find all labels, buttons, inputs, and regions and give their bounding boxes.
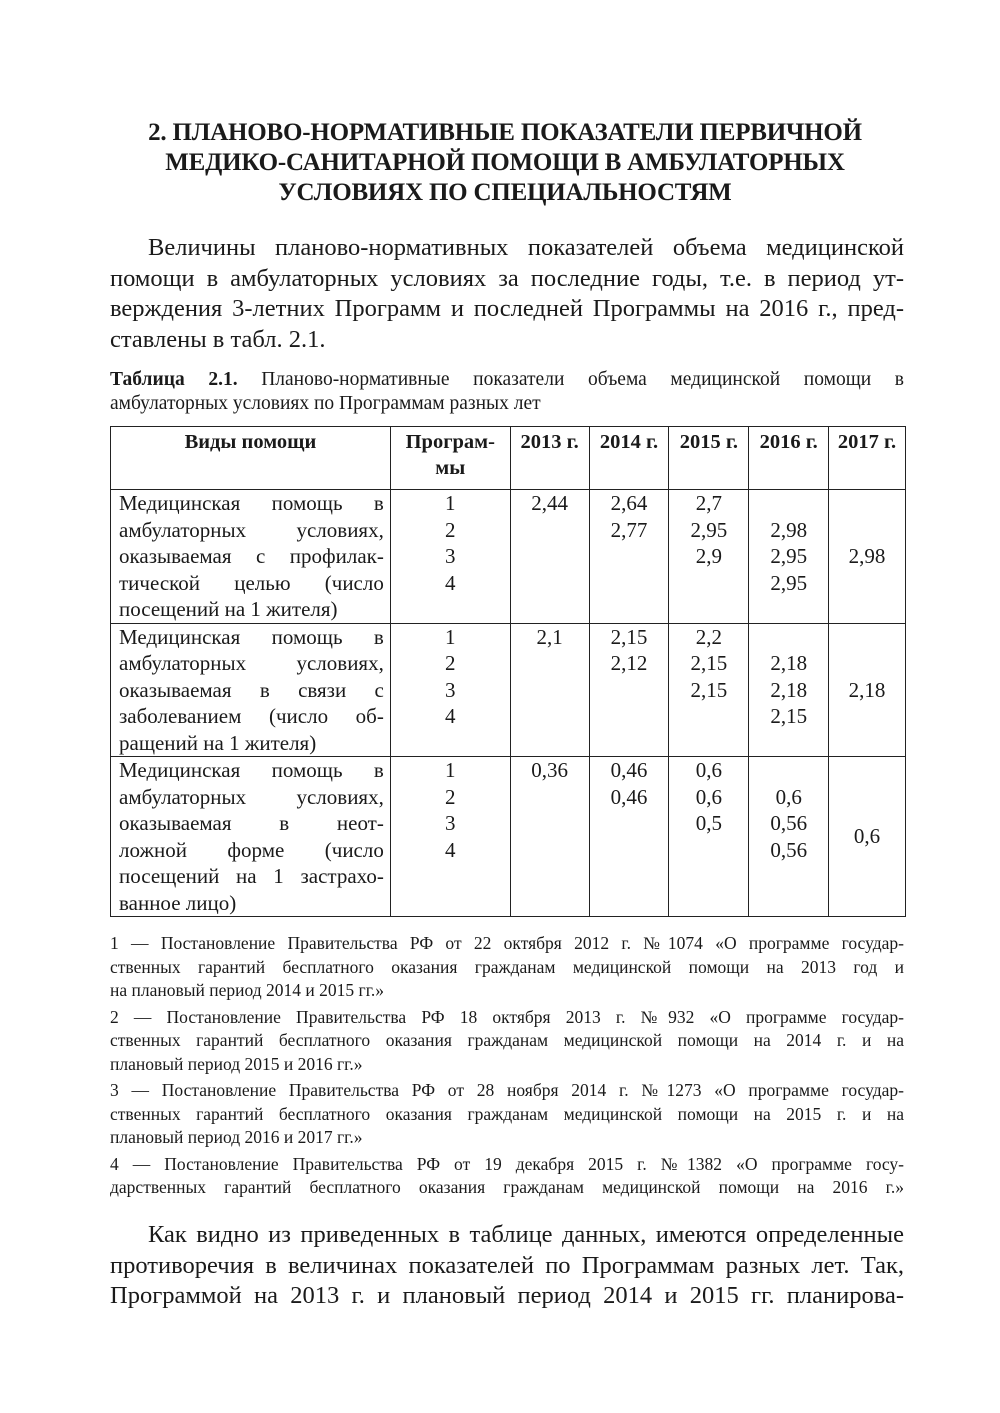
cell-2017: 2,98	[829, 490, 906, 624]
footnote-line: плановый период 2016 и 2017 гг.»	[110, 1127, 363, 1147]
cell-kind	[111, 757, 391, 917]
footnote-line: плановый период 2015 и 2016 гг.»	[110, 1053, 363, 1074]
value: 2,15	[690, 677, 728, 702]
cell-2015	[669, 757, 749, 917]
header-2016: 2016 г.	[749, 427, 829, 490]
value: 0,46	[610, 758, 648, 782]
footnote-line: ственных гарантий бесплатного оказания гражданам медицинской помощи на 2015 г. и на	[110, 1103, 904, 1124]
footnote-line: 4 — Постановление Правительства РФ от 19 декабря 2015 г. №1382 «О программе госу-	[110, 1153, 904, 1174]
kind-line: ращений на 1 жителя)	[119, 730, 317, 755]
cell-2016	[749, 623, 829, 757]
value: 2,15	[770, 704, 808, 728]
value: 2,64	[610, 491, 648, 515]
value: 2,18	[770, 651, 808, 675]
footnote-line: 1 — Постановление Правительства РФ от 22 октября 2012 г. №1074 «О программе государ-	[110, 933, 904, 953]
paragraph-line: Величины планово-нормативных показателей объема медицинской	[148, 234, 904, 261]
cell-programs	[390, 757, 510, 917]
value: 2,18	[770, 677, 808, 702]
kind-line: амбулаторных условиях,	[119, 651, 384, 675]
kind-line: Медицинская помощь в	[119, 624, 384, 649]
value: 0,6	[695, 784, 722, 809]
program-number: 2	[445, 517, 456, 542]
value: 2,95	[690, 517, 728, 542]
cell-2016	[749, 757, 829, 917]
value: 2,2	[695, 624, 722, 649]
cell-2016	[749, 490, 829, 624]
kind-line: амбулаторных условиях,	[119, 517, 384, 542]
kind-line: Медицинская помощь в	[119, 758, 384, 782]
table-caption	[110, 368, 904, 416]
kind-line: оказываемая в неот-	[119, 811, 384, 835]
value: 2,77	[610, 517, 648, 542]
cell-kind	[111, 623, 391, 757]
footnote-line: дарственных гарантий бесплатного оказания гражданам медицинской помощи на 2016 г.»	[110, 1177, 904, 1197]
closing-paragraph	[110, 1220, 904, 1312]
paragraph-line: Как видно из приведенных в таблице данных, имеются определенные	[148, 1221, 904, 1248]
value: 0,56	[770, 811, 808, 835]
value: 0,5	[695, 811, 722, 835]
cell-programs	[390, 490, 510, 624]
program-number: 1	[445, 758, 456, 782]
kind-line: амбулаторных условиях,	[119, 784, 384, 809]
header-2015: 2015 г.	[669, 427, 749, 490]
value: 0,6	[775, 784, 802, 809]
paragraph-line: верждения 3-летних Программ и последней Программы на 2016 г., пред-	[110, 295, 904, 322]
program-number: 4	[445, 837, 456, 862]
cell-2013	[510, 490, 589, 624]
header-programs	[390, 427, 510, 490]
table-caption-text: амбулаторных условиях по Программам разных лет	[110, 393, 541, 414]
kind-line: оказываемая с профилак-	[119, 544, 384, 568]
footnote-line: ственных гарантий бесплатного оказания гражданам медицинской помощи на 2013 год и	[110, 956, 904, 977]
footnote-line: на плановый период 2014 и 2015 гг.»	[110, 980, 385, 1000]
header-kind: Виды помощи	[111, 427, 391, 490]
footnote	[110, 1153, 904, 1200]
value: 0,36	[531, 758, 569, 782]
paragraph-line: ставлены в табл. 2.1.	[110, 325, 326, 353]
header-programs-line: Програм-	[405, 431, 495, 453]
cell-2014	[589, 623, 669, 757]
program-number: 2	[445, 651, 456, 675]
table-caption-label: Таблица 2.1.	[110, 369, 238, 390]
table-row	[111, 490, 906, 624]
header-2014: 2014 г.	[589, 427, 669, 490]
kind-line: заболеванием (число об-	[119, 704, 384, 728]
value: 2,95	[770, 570, 808, 595]
program-number: 3	[445, 811, 456, 835]
footnote	[110, 1079, 904, 1150]
heading-line: МЕДИКО-САНИТАРНОЙ ПОМОЩИ В АМБУЛАТОРНЫХ	[165, 149, 845, 176]
indicators-table	[110, 426, 906, 917]
program-number: 1	[445, 624, 456, 649]
value: 2,9	[695, 544, 722, 568]
value: 0,6	[695, 758, 722, 782]
table-row	[111, 623, 906, 757]
cell-programs	[390, 623, 510, 757]
heading-line: УСЛОВИЯХ ПО СПЕЦИАЛЬНОСТЯМ	[278, 179, 732, 206]
paragraph-line: противоречия в величинах показателей по Программам разных лет. Так,	[110, 1251, 904, 1279]
table-caption-text: Планово-нормативные показатели объема медицинской помощи в	[237, 369, 904, 390]
value: 2,15	[610, 624, 648, 649]
kind-line: оказываемая в связи с	[119, 677, 384, 702]
intro-paragraph	[110, 233, 904, 355]
value: 2,44	[531, 491, 569, 515]
cell-2014	[589, 490, 669, 624]
cell-2015	[669, 623, 749, 757]
table-header-row	[111, 427, 906, 490]
footnote	[110, 932, 904, 1003]
value: 2,95	[770, 544, 808, 568]
kind-line: Медицинская помощь в	[119, 491, 384, 515]
section-heading	[100, 118, 910, 208]
kind-line: тической целью (число	[119, 570, 384, 595]
cell-2013	[510, 623, 589, 757]
cell-2013	[510, 757, 589, 917]
program-number: 2	[445, 784, 456, 809]
kind-line: ложной форме (число	[119, 837, 384, 862]
paragraph-line: Программой на 2013 г. и плановый период 2014 и 2015 гг. планирова-	[110, 1282, 904, 1309]
program-number: 3	[445, 544, 456, 568]
kind-line: посещений на 1 застрахо-	[119, 864, 384, 888]
table-footnotes	[110, 932, 904, 1203]
kind-line: посещений на 1 жителя)	[119, 597, 338, 621]
value: 2,7	[695, 491, 722, 515]
program-number: 4	[445, 570, 456, 595]
cell-2014	[589, 757, 669, 917]
program-number: 4	[445, 704, 456, 728]
footnote-line: ственных гарантий бесплатного оказания гражданам медицинской помощи на 2014 г. и на	[110, 1030, 904, 1050]
value: 0,56	[770, 837, 808, 862]
heading-line: 2. ПЛАНОВО-НОРМАТИВНЫЕ ПОКАЗАТЕЛИ ПЕРВИЧНОЙ	[148, 119, 862, 146]
value: 2,12	[610, 651, 648, 675]
kind-line: ванное лицо)	[119, 890, 237, 915]
value: 2,15	[690, 651, 728, 675]
paragraph-line: помощи в амбулаторных условиях за последние годы, т.е. в период ут-	[110, 264, 904, 292]
table-row	[111, 757, 906, 917]
footnote-line: 3 — Постановление Правительства РФ от 28 ноября 2014 г. №1273 «О программе государ-	[110, 1080, 904, 1100]
program-number: 1	[445, 491, 456, 515]
cell-2017: 2,18	[829, 623, 906, 757]
cell-2017: 0,6	[829, 757, 906, 917]
value: 2,1	[536, 624, 563, 649]
header-programs-line: мы	[435, 457, 466, 479]
footnote-line: 2 — Постановление Правительства РФ 18 октября 2013 г. №932 «О программе государ-	[110, 1006, 904, 1027]
header-2013: 2013 г.	[510, 427, 589, 490]
value: 2,98	[770, 517, 808, 542]
cell-kind	[111, 490, 391, 624]
header-2017: 2017 г.	[829, 427, 906, 490]
value: 0,46	[610, 784, 648, 809]
footnote	[110, 1006, 904, 1077]
cell-2015	[669, 490, 749, 624]
program-number: 3	[445, 677, 456, 702]
